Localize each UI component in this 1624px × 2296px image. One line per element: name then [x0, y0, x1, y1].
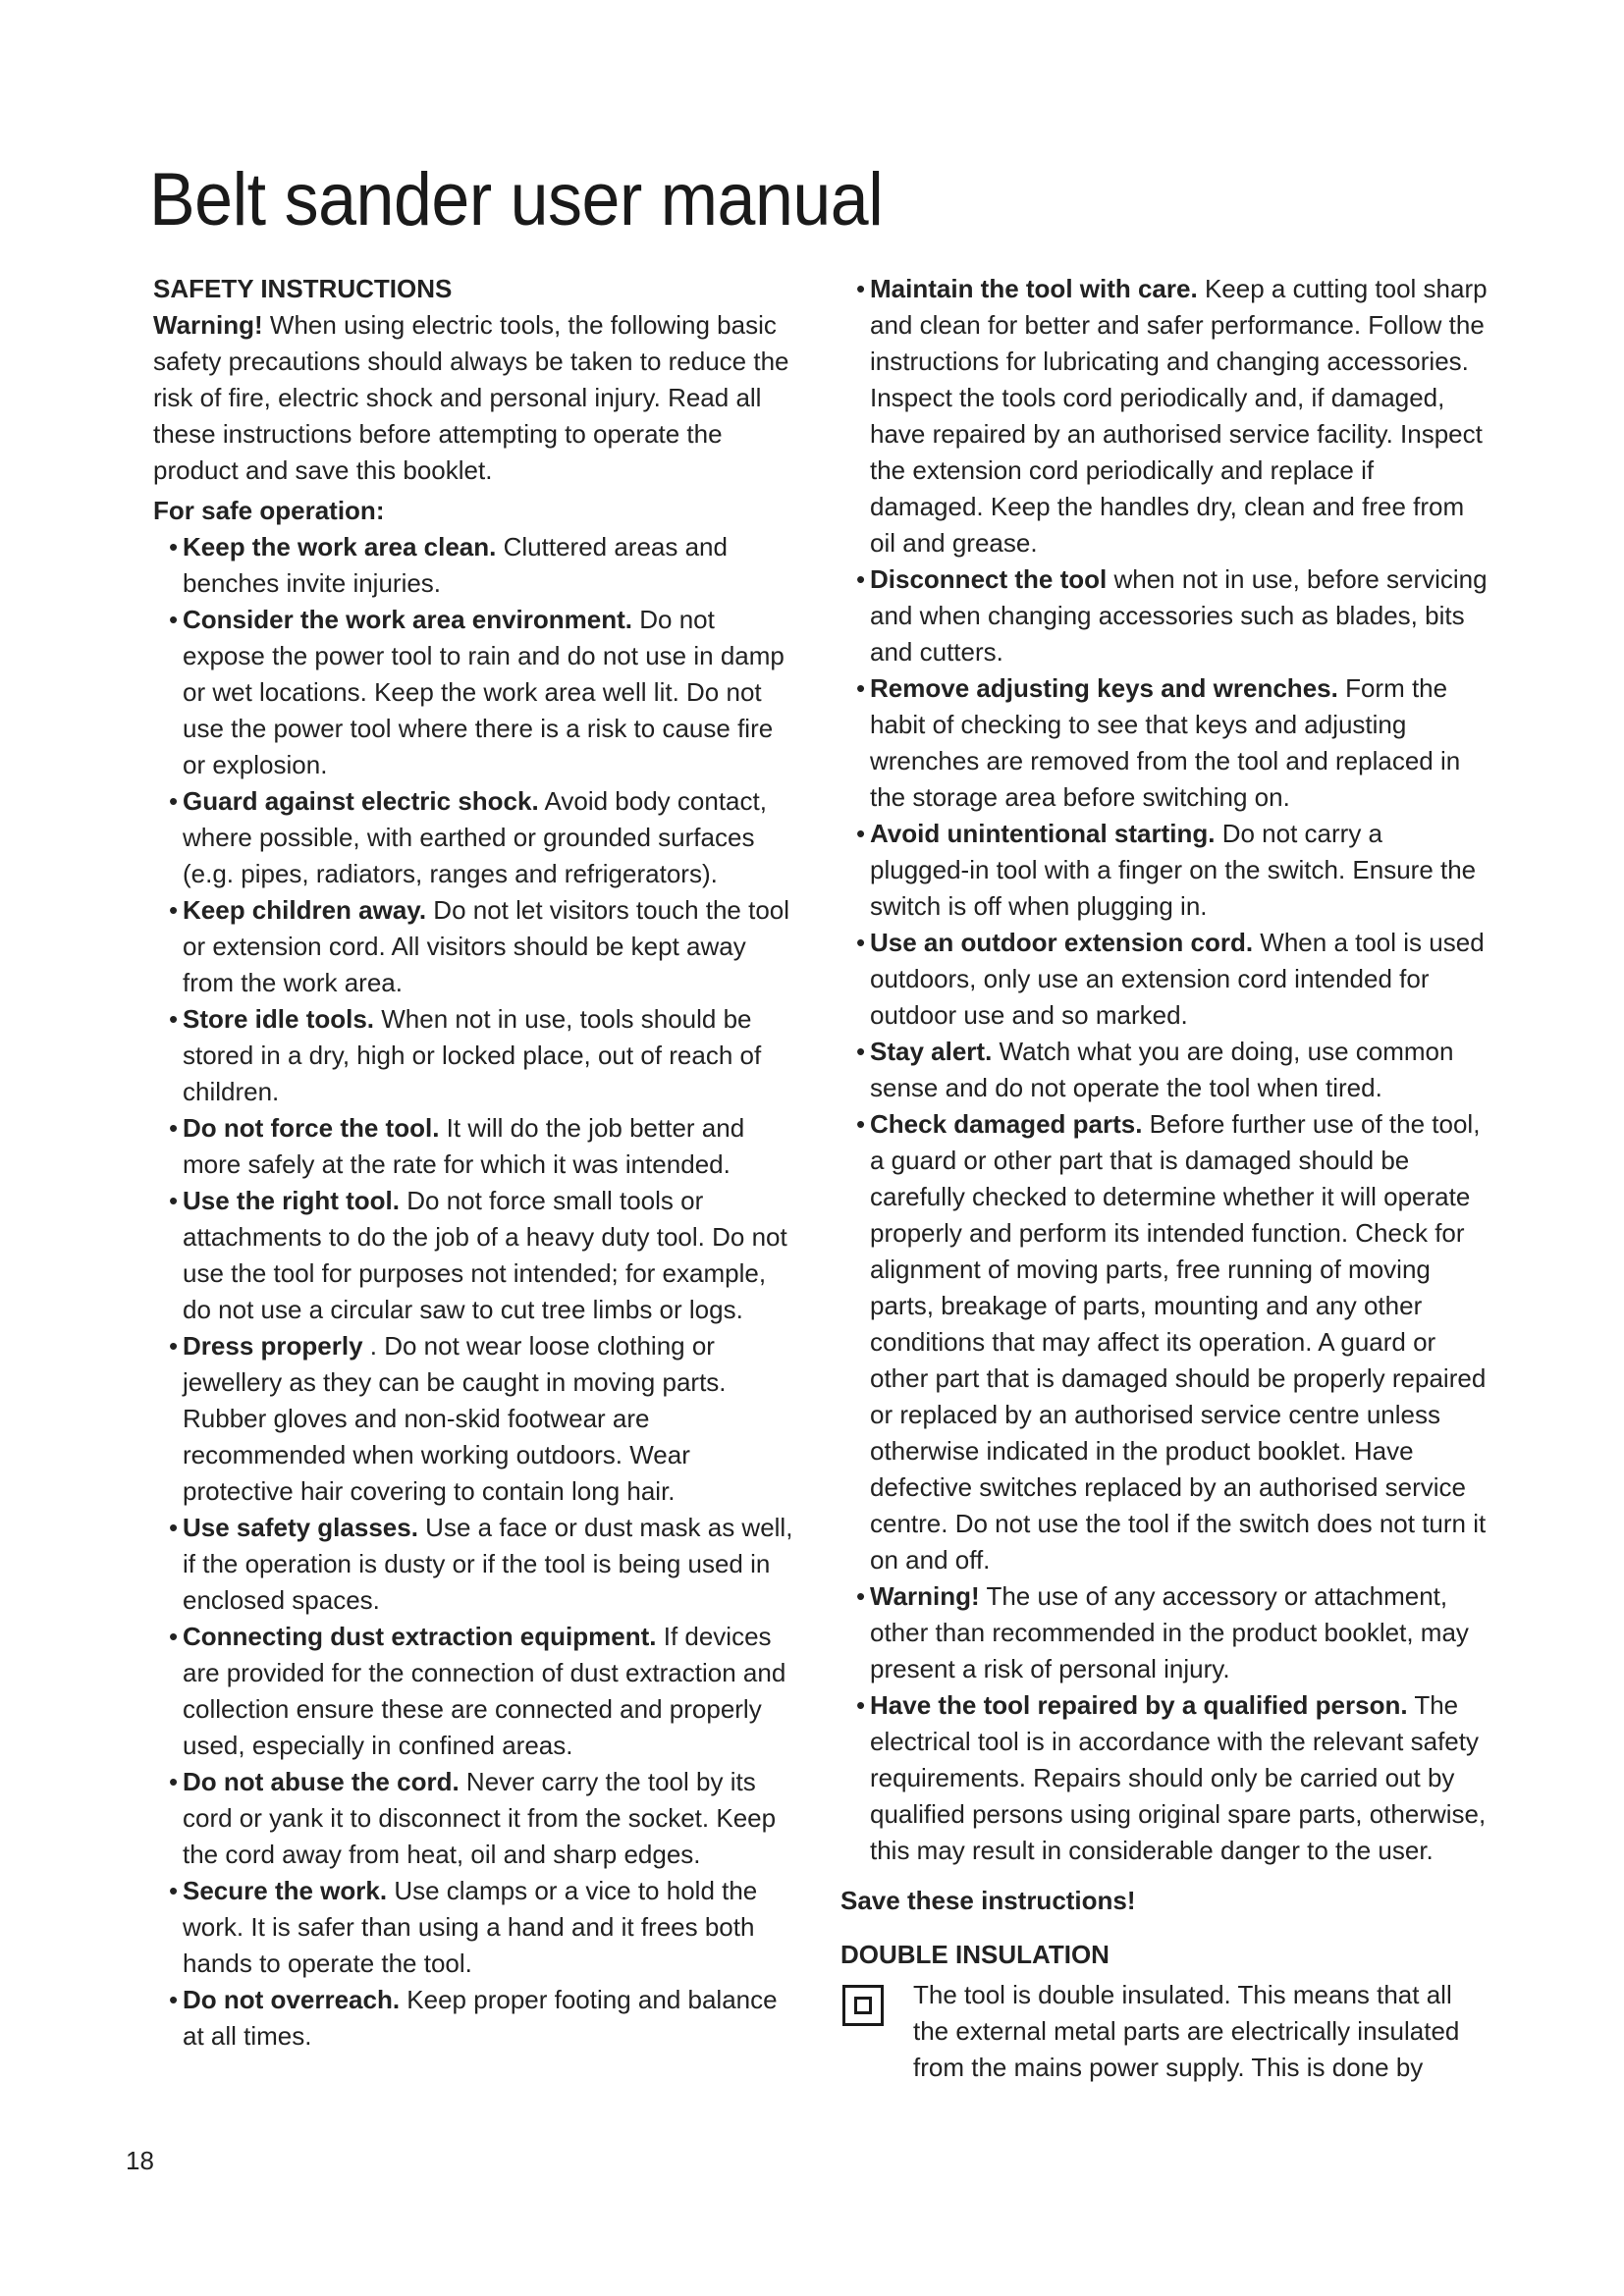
bullet-text: When not in use, tools should be stored in a dry, high or locked place, out of reach of children.	[183, 1004, 762, 1106]
bullet-text: . Do not wear loose clothing or jewellery as they can be caught in moving parts. Rubber gloves and non-skid footwear are recommended when working outdoors. Wear protective hair covering to contain long hair.	[183, 1331, 727, 1506]
bullet-text: Do not force small tools or attachments to do the job of a heavy duty tool. Do not use the tool for purposes not intended; for example, do not use a circular saw to cut tree limbs or logs.	[183, 1186, 787, 1324]
bullet-bold-lead: Disconnect the tool	[870, 564, 1108, 594]
warning-label: Warning!	[153, 310, 263, 340]
bullet-text: The electrical tool is in accordance with the relevant safety requirements. Repairs should only be carried out by qualified persons using original spare parts, otherwise, this may result in considerable danger to the user.	[870, 1690, 1487, 1865]
bullet-text: Do not carry a plugged-in tool with a finger on the switch. Ensure the switch is off when plugging in.	[870, 819, 1477, 921]
bullet-bold-lead: Secure the work.	[183, 1876, 388, 1905]
bullet-item	[153, 1110, 797, 1183]
safe-operation-heading: For safe operation:	[153, 496, 385, 525]
bullet-item	[153, 1183, 797, 1328]
left-bullet-list	[153, 529, 797, 2055]
bullet-dot-icon: •	[169, 1331, 179, 1361]
warning-paragraph	[153, 307, 797, 489]
bullet-item	[153, 783, 797, 892]
double-insulation-heading: DOUBLE INSULATION	[840, 1940, 1110, 1969]
bullet-item	[153, 1873, 797, 1982]
bullet-bold-lead: Connecting dust extraction equipment.	[183, 1622, 657, 1651]
bullet-item	[840, 271, 1489, 561]
bullet-text: Use clamps or a vice to hold the work. It is safer than using a hand and it frees both hands to operate the tool.	[183, 1876, 758, 1978]
page-title: Belt sander user manual	[149, 158, 884, 241]
bullet-item	[153, 892, 797, 1001]
bullet-item	[840, 925, 1489, 1034]
double-insulation-square-icon	[842, 1985, 884, 2026]
bullet-dot-icon: •	[856, 928, 866, 957]
bullet-dot-icon: •	[169, 895, 179, 925]
bullet-text: Before further use of the tool, a guard or other part that is damaged should be carefully checked to determine whether it will operate properly and perform its intended function. Check for alignment of moving parts, free running of moving parts, breakage of parts, mounting and any other conditions that may affect its operation. A guard or other part that is damaged should be properly repaired or replaced by an authorised service centre unless otherwise indicated in the product booklet. Have defective switches replaced by an authorised service centre. Do not use the tool if the switch does not turn it on and off.	[870, 1109, 1487, 1575]
bullet-dot-icon: •	[856, 274, 866, 303]
bullet-item	[840, 670, 1489, 816]
bullet-dot-icon: •	[169, 1876, 179, 1905]
bullet-item	[153, 1982, 797, 2055]
bullet-text: Watch what you are doing, use common sense and do not operate the tool when tired.	[870, 1037, 1454, 1102]
bullet-item	[153, 602, 797, 783]
bullet-bold-lead: Avoid unintentional starting.	[870, 819, 1216, 848]
page-number: 18	[126, 2146, 154, 2175]
bullet-text: Use a face or dust mask as well, if the operation is dusty or if the tool is being used in enclosed spaces.	[183, 1513, 793, 1615]
bullet-dot-icon: •	[169, 532, 179, 561]
bullet-bold-lead: Do not overreach.	[183, 1985, 401, 2014]
bullet-bold-lead: Keep the work area clean.	[183, 532, 497, 561]
bullet-bold-lead: Use an outdoor extension cord.	[870, 928, 1254, 957]
bullet-text: Avoid body contact, where possible, with earthed or grounded surfaces (e.g. pipes, radiators, ranges and refrigerators).	[183, 786, 767, 888]
bullet-bold-lead: Do not force the tool.	[183, 1113, 440, 1143]
bullet-item	[840, 816, 1489, 925]
bullet-bold-lead: Consider the work area environment.	[183, 605, 633, 634]
bullet-text: It will do the job better and more safely at the rate for which it was intended.	[183, 1113, 745, 1179]
bullet-dot-icon: •	[856, 819, 866, 848]
bullet-bold-lead: Dress properly	[183, 1331, 363, 1361]
bullet-item	[153, 1001, 797, 1110]
bullet-item	[840, 1034, 1489, 1106]
bullet-text: The use of any accessory or attachment, other than recommended in the product booklet, may present a risk of personal injury.	[870, 1581, 1469, 1683]
right-column	[840, 271, 1489, 2086]
right-bullet-list	[840, 271, 1489, 1869]
double-insulation-block	[840, 1977, 1489, 2086]
bullet-dot-icon: •	[169, 1767, 179, 1796]
bullet-dot-icon: •	[169, 605, 179, 634]
bullet-dot-icon: •	[856, 673, 866, 703]
bullet-text: Form the habit of checking to see that keys and adjusting wrenches are removed from the tool and replaced in the storage area before switching on.	[870, 673, 1461, 812]
bullet-bold-lead: Do not abuse the cord.	[183, 1767, 460, 1796]
bullet-bold-lead: Use the right tool.	[183, 1186, 400, 1215]
bullet-dot-icon: •	[856, 564, 866, 594]
safety-heading: SAFETY INSTRUCTIONS	[153, 274, 453, 303]
bullet-bold-lead: Keep children away.	[183, 895, 427, 925]
bullet-item	[840, 1106, 1489, 1578]
bullet-text: when not in use, before servicing and when changing accessories such as blades, bits and cutters.	[870, 564, 1488, 667]
bullet-item	[153, 529, 797, 602]
bullet-bold-lead: Check damaged parts.	[870, 1109, 1143, 1139]
bullet-bold-lead: Guard against electric shock.	[183, 786, 539, 816]
bullet-dot-icon: •	[169, 1113, 179, 1143]
bullet-bold-lead: Store idle tools.	[183, 1004, 375, 1034]
bullet-item	[153, 1619, 797, 1764]
bullet-bold-lead: Warning!	[870, 1581, 980, 1611]
bullet-text: Do not expose the power tool to rain and do not use in damp or wet locations. Keep the work area well lit. Do not use the power tool where there is a risk to cause fire or explosion.	[183, 605, 785, 779]
bullet-dot-icon: •	[169, 1004, 179, 1034]
bullet-text: If devices are provided for the connection of dust extraction and collection ensure these are connected and properly used, especially in confined areas.	[183, 1622, 786, 1760]
bullet-item	[153, 1328, 797, 1510]
bullet-text: Keep a cutting tool sharp and clean for better and safer performance. Follow the instructions for lubricating and changing accessories. Inspect the tools cord periodically and, if damaged, have repaired by an authorised service facility. Inspect the extension cord periodically and replace if damaged. Keep the handles dry, clean and free from oil and grease.	[870, 274, 1488, 558]
bullet-dot-icon: •	[169, 786, 179, 816]
double-insulation-text: The tool is double insulated. This means that all the external metal parts are electrically insulated from the mains power supply. This is done by	[913, 1980, 1460, 2082]
bullet-dot-icon: •	[856, 1109, 866, 1139]
left-column	[153, 271, 797, 2055]
bullet-text: Do not let visitors touch the tool or extension cord. All visitors should be kept away from the work area.	[183, 895, 790, 997]
bullet-item	[153, 1764, 797, 1873]
bullet-dot-icon: •	[169, 1985, 179, 2014]
bullet-text: When a tool is used outdoors, only use an extension cord intended for outdoor use and so marked.	[870, 928, 1485, 1030]
bullet-item	[840, 1687, 1489, 1869]
bullet-dot-icon: •	[169, 1622, 179, 1651]
bullet-text: Cluttered areas and benches invite injuries.	[183, 532, 728, 598]
bullet-text: Never carry the tool by its cord or yank it to disconnect it from the socket. Keep the cord away from heat, oil and sharp edges.	[183, 1767, 777, 1869]
bullet-dot-icon: •	[169, 1513, 179, 1542]
bullet-bold-lead: Have the tool repaired by a qualified person.	[870, 1690, 1408, 1720]
bullet-dot-icon: •	[856, 1581, 866, 1611]
bullet-dot-icon: •	[169, 1186, 179, 1215]
bullet-bold-lead: Remove adjusting keys and wrenches.	[870, 673, 1338, 703]
bullet-item	[840, 1578, 1489, 1687]
bullet-text: Keep proper footing and balance at all times.	[183, 1985, 778, 2051]
bullet-bold-lead: Stay alert.	[870, 1037, 993, 1066]
bullet-bold-lead: Maintain the tool with care.	[870, 274, 1198, 303]
bullet-item	[153, 1510, 797, 1619]
warning-text: When using electric tools, the following basic safety precautions should always be taken to reduce the risk of fire, electric shock and personal injury. Read all these instructions before attempting to operate the product and save this booklet.	[153, 310, 789, 485]
save-instructions: Save these instructions!	[840, 1886, 1136, 1915]
bullet-dot-icon: •	[856, 1690, 866, 1720]
bullet-item	[840, 561, 1489, 670]
bullet-dot-icon: •	[856, 1037, 866, 1066]
bullet-bold-lead: Use safety glasses.	[183, 1513, 418, 1542]
